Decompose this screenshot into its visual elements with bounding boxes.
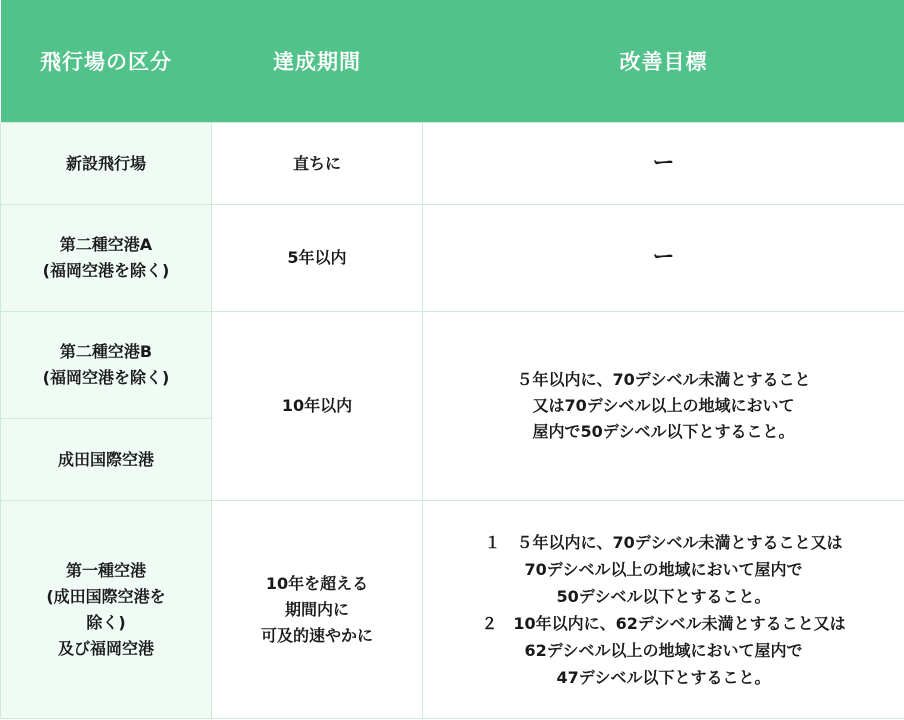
table-row-first-class (1, 501, 904, 719)
period-line: 期間内に (284, 599, 349, 619)
category-line: 第一種空港 (65, 560, 146, 580)
goal-line: 50デシベル以下とすること。 (556, 586, 771, 606)
goal-line: ５年以内に、70デシベル未満とすること (516, 370, 811, 389)
category-cell (1, 205, 212, 312)
table-row-second-class-a (1, 205, 904, 312)
period-cell: 10年以内 (212, 312, 423, 501)
category-line: (福岡空港を除く) (42, 261, 170, 280)
category-line: (福岡空港を除く) (42, 368, 170, 387)
table-row-second-class-b (1, 312, 904, 419)
goal-cell: ー (423, 123, 904, 205)
period-cell (212, 501, 423, 719)
period-line: 10年を超える (265, 573, 369, 593)
category-cell (1, 501, 212, 719)
category-line: 第二種空港A (59, 235, 153, 254)
category-line: 除く) (86, 612, 126, 632)
goal-line: 屋内で50デシベル以下とすること。 (532, 422, 795, 441)
goal-line: 70デシベル以上の地域において屋内で (524, 559, 803, 579)
category-line: (成田国際空港を (46, 586, 166, 606)
category-line: 及び福岡空港 (57, 638, 154, 658)
category-line: 第二種空港B (59, 342, 153, 361)
period-cell: 5年以内 (212, 205, 423, 312)
goal-line: 又は70デシベル以上の地域において (532, 396, 795, 415)
goal-line: 62デシベル以上の地域において屋内で (524, 640, 803, 660)
category-cell: 新設飛行場 (1, 123, 212, 205)
goal-cell (423, 501, 904, 719)
header-period: 達成期間 (212, 0, 423, 123)
period-line: 可及的速やかに (260, 625, 373, 645)
goal-line: １ ５年以内に、70デシベル未満とすること又は (484, 532, 843, 552)
goal-cell (423, 312, 904, 501)
header-category: 飛行場の区分 (1, 0, 212, 123)
header-row (1, 0, 904, 123)
category-cell: 成田国際空港 (1, 419, 212, 501)
goal-line: ２ 10年以内に、62デシベル未満とすること又は (481, 613, 846, 633)
table-row-new-airport (1, 123, 904, 205)
header-goal: 改善目標 (423, 0, 904, 123)
goal-cell: ー (423, 205, 904, 312)
period-cell: 直ちに (212, 123, 423, 205)
category-cell (1, 312, 212, 419)
goal-line: 47デシベル以下とすること。 (556, 667, 771, 687)
